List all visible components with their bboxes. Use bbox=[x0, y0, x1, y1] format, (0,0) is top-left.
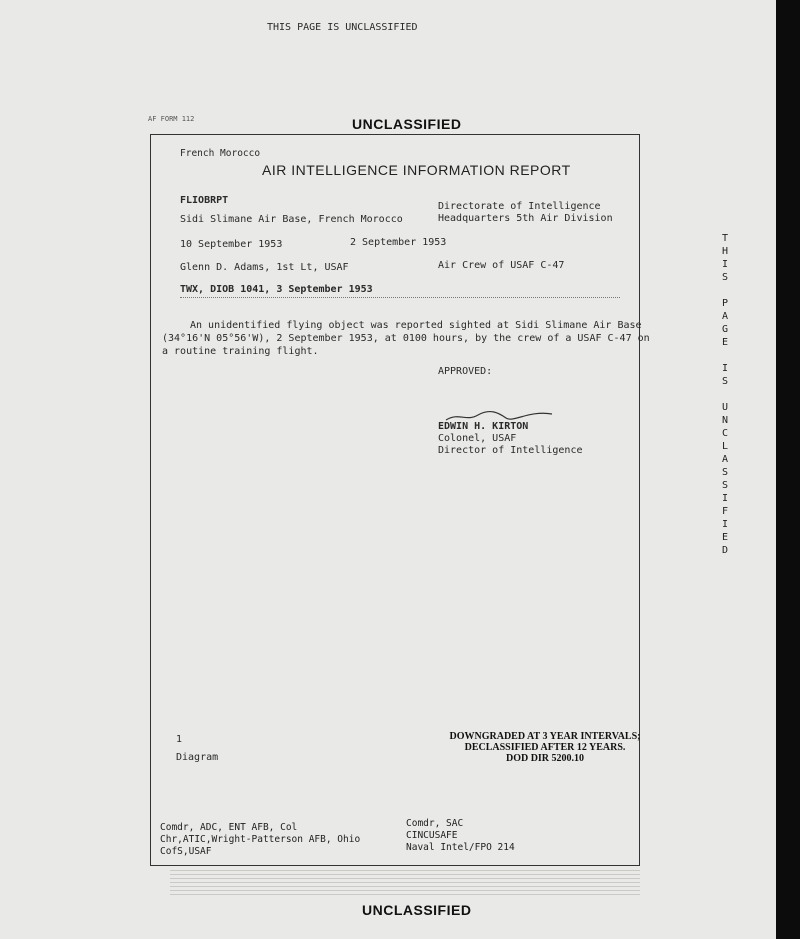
approver-rank: Colonel, USAF bbox=[438, 433, 517, 444]
approver-title: Director of Intelligence bbox=[438, 445, 583, 456]
report-body-line-2: (34°16'N 05°56'W), 2 September 1953, at 0100 hours, by the crew of a USAF C-47 on bbox=[162, 333, 650, 344]
vertical-classification-note: T H I S P A G E I S U N C L A S S I F I E D bbox=[721, 233, 729, 556]
downgrade-notice bbox=[440, 731, 650, 764]
fine-print-notice bbox=[170, 870, 640, 898]
report-title: AIR INTELLIGENCE INFORMATION REPORT bbox=[262, 162, 571, 178]
prepared-by: Glenn D. Adams, 1st Lt, USAF bbox=[180, 262, 349, 273]
report-area: Sidi Slimane Air Base, French Morocco bbox=[180, 214, 403, 225]
approver-name: EDWIN H. KIRTON bbox=[438, 421, 529, 432]
report-source: Air Crew of USAF C-47 bbox=[438, 260, 565, 271]
downgrade-line-1: DOWNGRADED AT 3 YEAR INTERVALS; bbox=[449, 731, 641, 742]
report-location: French Morocco bbox=[180, 148, 261, 159]
report-date: 10 September 1953 bbox=[180, 239, 283, 250]
distribution-item: Naval Intel/FPO 214 bbox=[406, 842, 515, 853]
distribution-item: Comdr, SAC bbox=[406, 818, 464, 829]
form-number: AF FORM 112 bbox=[148, 115, 195, 123]
reference-rule bbox=[180, 297, 620, 298]
report-from-hq: Headquarters 5th Air Division bbox=[438, 213, 613, 224]
distribution-item: Comdr, ADC, ENT AFB, Col bbox=[160, 822, 298, 833]
report-body-line-1: An unidentified flying object was reported sighted at Sidi Slimane Air Base bbox=[190, 320, 642, 331]
distribution-item: Chr,ATIC,Wright-Patterson AFB, Ohio bbox=[160, 834, 361, 845]
enclosure-count: 1 bbox=[176, 734, 183, 745]
downgrade-line-3: DOD DIR 5200.10 bbox=[505, 753, 585, 764]
approved-label: APPROVED: bbox=[438, 366, 493, 377]
distribution-item: CofS,USAF bbox=[160, 846, 212, 857]
report-reference: TWX, DIOB 1041, 3 September 1953 bbox=[180, 284, 373, 295]
report-body-line-3: a routine training flight. bbox=[162, 346, 319, 357]
classification-stamp-top: UNCLASSIFIED bbox=[352, 116, 462, 132]
classification-banner: THIS PAGE IS UNCLASSIFIED bbox=[267, 22, 418, 33]
enclosure-name: Diagram bbox=[176, 752, 219, 763]
distribution-right bbox=[406, 818, 515, 854]
report-flight: FLIOBRPT bbox=[180, 195, 229, 206]
information-date: 2 September 1953 bbox=[350, 237, 447, 248]
film-border bbox=[776, 0, 800, 939]
downgrade-line-2: DECLASSIFIED AFTER 12 YEARS. bbox=[464, 742, 626, 753]
distribution-left bbox=[160, 822, 360, 858]
classification-stamp-bottom: UNCLASSIFIED bbox=[362, 902, 472, 918]
report-from-org: Directorate of Intelligence bbox=[438, 201, 601, 212]
distribution-item: CINCUSAFE bbox=[406, 830, 458, 841]
